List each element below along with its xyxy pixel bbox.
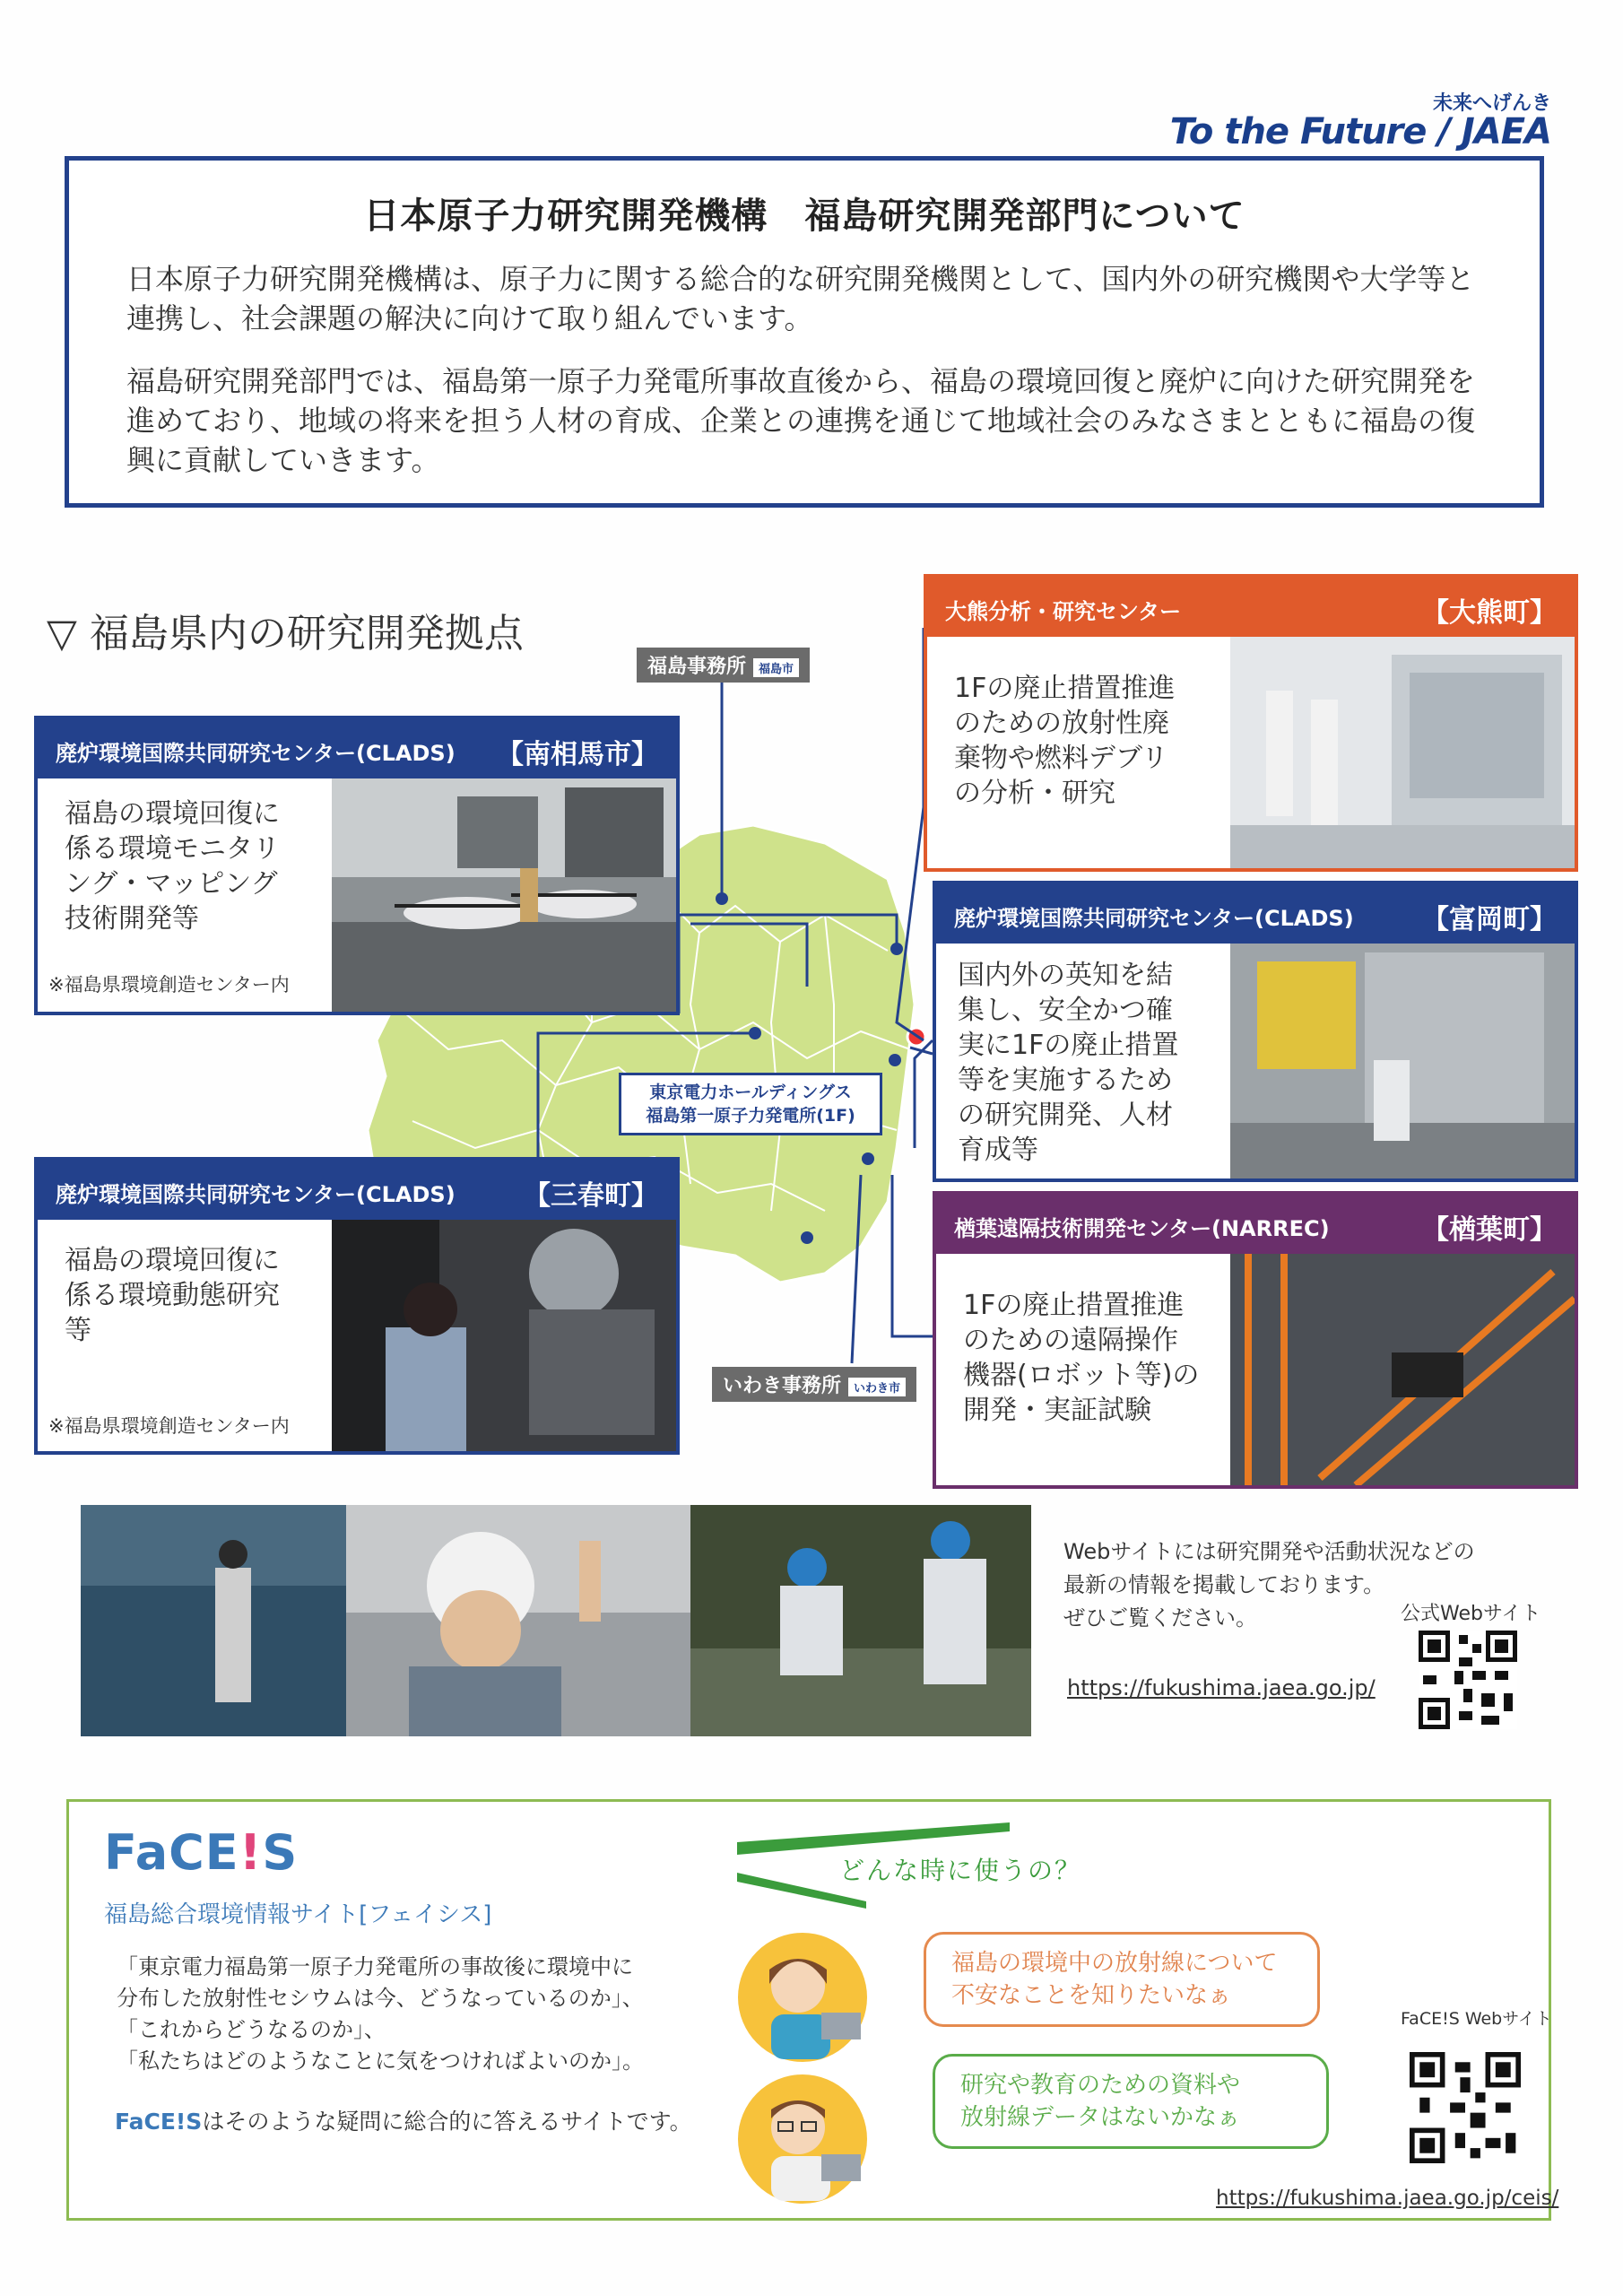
site-town: 【大熊町】 (1422, 597, 1557, 629)
iwaki-city-badge: いわき市 (848, 1378, 906, 1396)
desc-line: のための放射性廃 (954, 708, 1169, 739)
bubble-line: 福島の環境中の放射線について (951, 1950, 1278, 1977)
site-name: 大熊分析・研究センター (945, 599, 1182, 624)
qr-code-icon (1419, 1631, 1517, 1729)
iwaki-office-text: いわき事務所 (723, 1375, 842, 1397)
faces-answer (115, 2104, 692, 2136)
desc-line: 福島の環境回復に (65, 798, 280, 830)
site-description (963, 1288, 1199, 1428)
photo-lab-researcher (332, 1220, 676, 1451)
photo-field-survey (690, 1505, 1031, 1736)
official-site-label: 公式Webサイト (1401, 1603, 1541, 1625)
label-tepco-1f (619, 1073, 882, 1135)
intro-paragraph-2: 福島研究開発部門では、福島第一原子力発電所事故直後から、福島の環境回復と廃炉に向けた研究開発を進めており、地域の将来を担う人材の育成、企業との連携を通じて地域社会のみなさまとともに福島の復興に貢献していきます。 (126, 364, 1476, 477)
quote-line: 「私たちはどのようなことに気をつければよいのか」。 (117, 2048, 644, 2074)
website-text-line: ぜひご覧ください。 (1063, 1605, 1257, 1631)
quote-line: 分布した放射性セシウムは今、どうなっているのか」、 (117, 1986, 644, 2011)
speech-bubble-1 (924, 1932, 1320, 2027)
desc-line: 実に1Fの廃止措置 (958, 1030, 1179, 1061)
tepco-line-2: 福島第一原子力発電所(1F) (646, 1106, 855, 1126)
site-header (38, 719, 676, 778)
site-okuma (924, 574, 1578, 872)
tagline-sub: 未来へげんき (1432, 92, 1551, 115)
section-title: ▽ 福島県内の研究開発拠点 (47, 611, 524, 657)
fukushima-city-badge: 福島市 (753, 658, 799, 677)
site-town: 【富岡町】 (1422, 904, 1557, 935)
photo-mockup-facility (1230, 944, 1575, 1178)
site-header (38, 1161, 676, 1220)
site-description (954, 671, 1175, 811)
faces-logo-b: S (262, 1824, 299, 1881)
man-avatar-icon (735, 2072, 870, 2206)
photo-analysis-lab (1230, 637, 1575, 868)
bubble-line: 研究や教育のための資料や (960, 2072, 1241, 2099)
faces-subtitle: 福島総合環境情報サイト[フェイシス] (104, 1901, 492, 1928)
official-site-link[interactable]: https://fukushima.jaea.go.jp/ (1067, 1675, 1376, 1700)
faces-answer-brand: FaCE!S (115, 2109, 203, 2135)
quote-line: 「東京電力福島第一原子力発電所の事故後に環境中に (117, 1954, 633, 1979)
desc-line: 国内外の英知を結 (958, 960, 1173, 991)
site-clads-minamisoma (34, 716, 680, 1015)
site-town: 【南相馬市】 (497, 739, 658, 770)
desc-line: 1Fの廃止措置推進 (963, 1290, 1185, 1321)
desc-line: 棄物や燃料デブリ (954, 743, 1168, 774)
desc-line: 機器(ロボット等)の (963, 1360, 1200, 1391)
site-note: ※福島県環境創造センター内 (48, 1415, 290, 1437)
site-town: 【楢葉町】 (1422, 1214, 1557, 1246)
label-iwaki-office (712, 1367, 916, 1402)
desc-line: 等を実施するため (958, 1065, 1173, 1096)
website-text-line: Webサイトには研究開発や活動状況などの (1063, 1539, 1475, 1564)
desc-line: 1Fの廃止措置推進 (954, 673, 1176, 704)
faces-logo-ex: ! (239, 1824, 263, 1881)
faces-logo (104, 1824, 298, 1881)
site-name: 廃炉環境国際共同研究センター(CLADS) (56, 741, 456, 766)
woman-avatar-icon (735, 1930, 870, 2065)
fukushima-office-text: 福島事務所 (647, 656, 747, 678)
site-clads-miharu (34, 1157, 680, 1455)
faces-logo-a: FaCE (104, 1824, 239, 1881)
faces-site-link[interactable]: https://fukushima.jaea.go.jp/ceis/ (1216, 2187, 1559, 2210)
faces-site-label: FaCE!S Webサイト (1401, 2009, 1552, 2029)
photo-robot-stairs (1230, 1254, 1575, 1485)
site-clads-tomioka (933, 881, 1578, 1182)
site-header (936, 884, 1575, 944)
faces-answer-text: はそのような疑問に総合的に答えるサイトです。 (202, 2109, 692, 2135)
label-fukushima-office (637, 648, 810, 683)
site-narrec (933, 1191, 1578, 1489)
desc-line: の研究開発、人材 (958, 1100, 1173, 1131)
photo-drone-helicopter (332, 778, 676, 1012)
desc-line: ング・マッピング (65, 868, 278, 900)
quote-line: 「これからどうなるのか」、 (117, 2017, 386, 2042)
site-note: ※福島県環境創造センター内 (48, 974, 290, 996)
intro-paragraph-1: 日本原子力研究開発機構は、原子力に関する総合的な研究開発機関として、国内外の研究機関や大学等と連携し、社会課題の解決に向けて取り組んでいます。 (126, 262, 1475, 335)
site-name: 楢葉遠隔技術開発センター(NARREC) (954, 1216, 1330, 1241)
bubble-line: 不安なことを知りたいなぁ (951, 1982, 1232, 2009)
intro-title: 日本原子力研究開発機構 福島研究開発部門について (363, 196, 1245, 237)
when-to-use-title: どんな時に使うの？ (839, 1856, 1082, 1885)
site-name: 廃炉環境国際共同研究センター(CLADS) (56, 1182, 456, 1207)
desc-line: 集し、安全かつ確 (958, 995, 1173, 1026)
site-header (927, 578, 1575, 637)
jaea-logo: To the Future / JAEA (1169, 111, 1551, 152)
photo-control-room (81, 1505, 346, 1736)
speech-bubble-2 (933, 2054, 1329, 2149)
site-description (65, 1243, 280, 1348)
desc-line: 福島の環境回復に (65, 1245, 280, 1276)
site-description (65, 796, 280, 936)
desc-line: 係る環境動態研究 (65, 1280, 280, 1311)
photo-researcher-helmet (346, 1505, 690, 1736)
faces-qr-code-icon (1410, 2052, 1521, 2163)
desc-line: 係る環境モニタリ (65, 833, 280, 865)
desc-line: 開発・実証試験 (963, 1395, 1151, 1426)
desc-line: 等 (65, 1315, 91, 1346)
site-description (958, 958, 1178, 1168)
desc-line: の分析・研究 (954, 778, 1115, 809)
desc-line: 育成等 (958, 1135, 1038, 1166)
desc-line: 技術開発等 (65, 903, 199, 935)
bubble-line: 放射線データはないかなぁ (960, 2104, 1241, 2131)
site-header (936, 1195, 1575, 1254)
site-name: 廃炉環境国際共同研究センター(CLADS) (954, 906, 1354, 931)
faces-quote (117, 1952, 644, 2077)
website-text-line: 最新の情報を掲載しております。 (1063, 1572, 1385, 1597)
desc-line: のための遠隔操作 (963, 1325, 1178, 1356)
tepco-line-1: 東京電力ホールディングス (649, 1083, 852, 1102)
site-town: 【三春町】 (524, 1180, 658, 1212)
